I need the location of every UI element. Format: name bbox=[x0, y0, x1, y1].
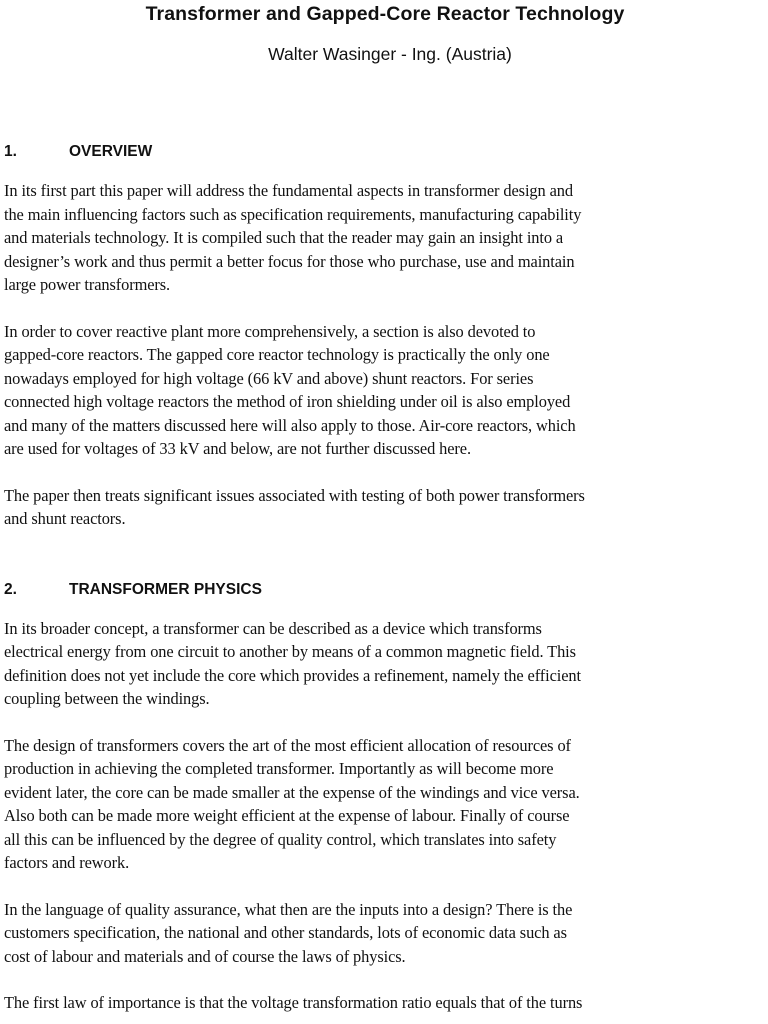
text-line: all this can be influenced by the degree of quality control, which translates into safety bbox=[4, 829, 557, 849]
text-line: gapped-core reactors. The gapped core reactor technology is practically the only one bbox=[4, 345, 550, 364]
text-line: cost of labour and materials and of course the laws of physics. bbox=[4, 946, 406, 966]
paragraph bbox=[4, 734, 756, 875]
text-line: In its first part this paper will address the fundamental aspects in transformer design and bbox=[4, 181, 573, 200]
text-line: The design of transformers covers the art of the most efficient allocation of resources of bbox=[4, 735, 571, 755]
text-line: Also both can be made more weight efficient at the expense of labour. Finally of course bbox=[4, 806, 570, 825]
paragraph bbox=[4, 991, 756, 1015]
paragraph bbox=[4, 484, 756, 531]
text-line: and materials technology. It is compiled such that the reader may gain an insight into a bbox=[4, 228, 564, 247]
text-line: electrical energy from one circuit to another by means of a common magnetic field. This bbox=[4, 642, 576, 661]
text-line: In its broader concept, a transformer can be described as a device which transforms bbox=[4, 618, 542, 638]
document-title: Transformer and Gapped-Core Reactor Technology bbox=[145, 3, 625, 25]
text-line: evident later, the core can be made smaller at the expense of the windings and vice versa. bbox=[4, 782, 580, 802]
section-number: 1. bbox=[4, 143, 17, 160]
section-heading-transformer-physics bbox=[4, 581, 756, 599]
paragraph bbox=[4, 320, 756, 461]
text-line: connected high voltage reactors the method of iron shielding under oil is also employed bbox=[4, 392, 571, 411]
text-line: The first law of importance is that the voltage transformation ratio equals that of the turns bbox=[4, 993, 583, 1012]
text-line: the main influencing factors such as specification requirements, manufacturing capability bbox=[4, 204, 582, 224]
text-line: In the language of quality assurance, what then are the inputs into a design? There is the bbox=[4, 899, 573, 919]
text-line: factors and rework. bbox=[4, 853, 130, 872]
text-line: nowadays employed for high voltage (66 kV and above) shunt reactors. For series bbox=[4, 368, 534, 388]
text-line: The paper then treats significant issues associated with testing of both power transformers bbox=[4, 485, 585, 505]
text-line: customers specification, the national and other standards, lots of economic data such as bbox=[4, 923, 567, 942]
text-line: large power transformers. bbox=[4, 275, 171, 294]
section-title: TRANSFORMER PHYSICS bbox=[69, 580, 262, 598]
section-heading-overview bbox=[4, 143, 756, 161]
text-line: and many of the matters discussed here will also apply to those. Air-core reactors, which bbox=[4, 415, 576, 435]
text-line: In order to cover reactive plant more comprehensively, a section is also devoted to bbox=[4, 321, 536, 341]
text-line: coupling between the windings. bbox=[4, 689, 210, 708]
text-line: and shunt reactors. bbox=[4, 509, 126, 528]
text-line: definition does not yet include the core which provides a refinement, namely the efficient bbox=[4, 665, 581, 685]
paragraph bbox=[4, 179, 756, 297]
section-number: 2. bbox=[4, 580, 17, 598]
author-line: Walter Wasinger - Ing. (Austria) bbox=[268, 44, 512, 64]
text-line: production in achieving the completed transformer. Importantly as will become more bbox=[4, 759, 554, 778]
section-title: OVERVIEW bbox=[69, 143, 153, 160]
text-line: designer’s work and thus permit a better focus for those who purchase, use and maintain bbox=[4, 251, 575, 271]
text-line: are used for voltages of 33 kV and below, are not further discussed here. bbox=[4, 439, 471, 458]
paragraph bbox=[4, 898, 756, 969]
paragraph bbox=[4, 617, 756, 711]
